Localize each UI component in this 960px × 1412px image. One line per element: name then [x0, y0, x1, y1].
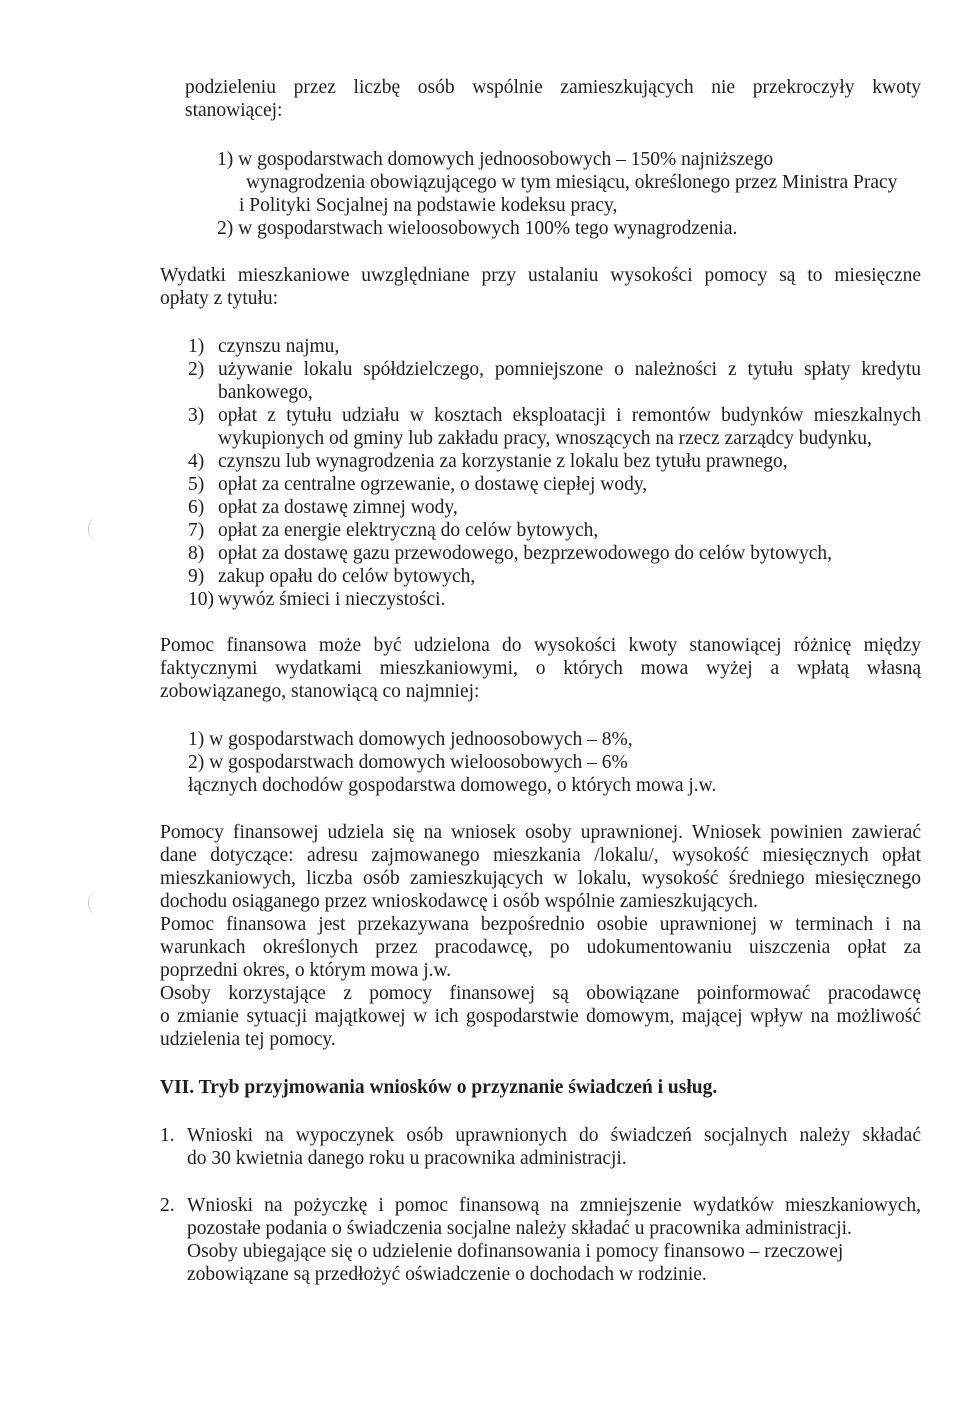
list-item: opłat za energie elektryczną do celów bytowych, [218, 520, 599, 541]
list-number: 1. [160, 1125, 175, 1146]
paragraph-line: o zmianie sytuacji majątkowej w ich gospodarstwie domowym, mającej wpływ na możliwość [160, 1006, 921, 1027]
list-item-continuation: do 30 kwietnia danego roku u pracownika administracji. [187, 1148, 627, 1169]
paragraph-line: Pomoc finansowa może być udzielona do wysokości kwoty stanowiącej różnicę między [160, 635, 921, 656]
section-heading: VII. Tryb przyjmowania wniosków o przyznanie świadczeń i usług. [160, 1077, 718, 1098]
intro-line: stanowiącej: [185, 100, 283, 121]
list-item: 1) w gospodarstwach domowych jednoosobowych – 150% najniższego [217, 149, 774, 170]
paragraph-line: udzielenia tej pomocy. [160, 1029, 336, 1050]
paragraph-line: mieszkaniowych, liczba osób zamieszkujących w lokalu, wysokość średniego miesięcznego [160, 868, 921, 889]
list-item-continuation: wynagrodzenia obowiązującego w tym miesiącu, określonego przez Ministra Pracy [246, 172, 898, 193]
paragraph-line: dane dotyczące: adresu zajmowanego mieszkania /lokalu/, wysokość miesięcznych opłat [160, 845, 921, 866]
paragraph-line: dochodu osiąganego przez wnioskodawcę i osób wspólnie zamieszkujących. [160, 891, 758, 912]
list-number: 6) [188, 497, 205, 518]
list-item: czynszu najmu, [218, 336, 340, 357]
list-item-continuation: zobowiązane są przedłożyć oświadczenie o dochodach w rodzinie. [187, 1264, 707, 1285]
paragraph-line: faktycznymi wydatkami mieszkaniowymi, o których mowa wyżej a wpłatą własną [160, 658, 921, 679]
list-item-continuation: bankowego, [218, 382, 313, 403]
list-number: 8) [188, 543, 205, 564]
list-item: używanie lokalu spółdzielczego, pomniejszone o należności z tytułu spłaty kredytu [218, 359, 921, 380]
scan-mark [88, 518, 103, 540]
list-item: 1) w gospodarstwach domowych jednoosobowych – 8%, [188, 729, 633, 750]
list-item: opłat z tytułu udziału w kosztach eksploatacji i remontów budynków mieszkalnych [218, 405, 921, 426]
list-number: 5) [188, 474, 205, 495]
list-number: 2) [188, 359, 205, 380]
paragraph-line: warunkach określonych przez pracodawcę, po udokumentowaniu uiszczenia opłat za [160, 937, 921, 958]
paragraph-line: Pomoc finansowa jest przekazywana bezpośrednio osobie uprawnionej w terminach i na [160, 914, 921, 935]
list-item: wywóz śmieci i nieczystości. [218, 589, 446, 610]
list-number: 9) [188, 566, 205, 587]
list-number: 7) [188, 520, 205, 541]
list-item-continuation: pozostałe podania o świadczenia socjalne należy składać u pracownika administracji. [187, 1218, 852, 1239]
paragraph-line: Pomocy finansowej udziela się na wniosek osoby uprawnionej. Wniosek powinien zawierać [160, 822, 921, 843]
list-number: 10) [188, 589, 214, 610]
list-item: 2) w gospodarstwach wieloosobowych 100% tego wynagrodzenia. [217, 218, 738, 239]
paragraph-line: Osoby korzystające z pomocy finansowej są obowiązane poinformować pracodawcę [160, 983, 921, 1004]
intro-line: podzieleniu przez liczbę osób wspólnie zamieszkujących nie przekroczyły kwoty [185, 77, 921, 98]
list-item-continuation: łącznych dochodów gospodarstwa domowego, o których mowa j.w. [188, 775, 717, 796]
paragraph-line: poprzedni okres, o którym mowa j.w. [160, 960, 452, 981]
list-item-continuation: i Polityki Socjalnej na podstawie kodeksu pracy, [239, 195, 618, 216]
list-item: czynszu lub wynagrodzenia za korzystanie z lokalu bez tytułu prawnego, [218, 451, 788, 472]
paragraph-line: opłaty z tytułu: [160, 288, 279, 309]
paragraph-line: zobowiązanego, stanowiącą co najmniej: [160, 681, 480, 702]
list-item: opłat za dostawę zimnej wody, [218, 497, 458, 518]
list-number: 4) [188, 451, 205, 472]
paragraph-line: Wydatki mieszkaniowe uwzględniane przy ustalaniu wysokości pomocy są to miesięczne [160, 265, 921, 286]
list-item-continuation: Osoby ubiegające się o udzielenie dofinansowania i pomocy finansowo – rzeczowej [187, 1241, 844, 1262]
list-item-continuation: wykupionych od gminy lub zakładu pracy, wnoszących na rzecz zarządcy budynku, [218, 428, 872, 449]
list-item: 2) w gospodarstwach domowych wieloosobowych – 6% [188, 752, 628, 773]
list-item: Wnioski na wypoczynek osób uprawnionych do świadczeń socjalnych należy składać [187, 1125, 921, 1146]
list-item: opłat za centralne ogrzewanie, o dostawę ciepłej wody, [218, 474, 648, 495]
list-item: Wnioski na pożyczkę i pomoc finansową na zmniejszenie wydatków mieszkaniowych, [187, 1195, 921, 1216]
scan-mark [88, 892, 103, 914]
list-item: opłat za dostawę gazu przewodowego, bezprzewodowego do celów bytowych, [218, 543, 833, 564]
list-item: zakup opału do celów bytowych, [218, 566, 476, 587]
list-number: 2. [160, 1195, 175, 1216]
list-number: 1) [188, 336, 205, 357]
list-number: 3) [188, 405, 205, 426]
